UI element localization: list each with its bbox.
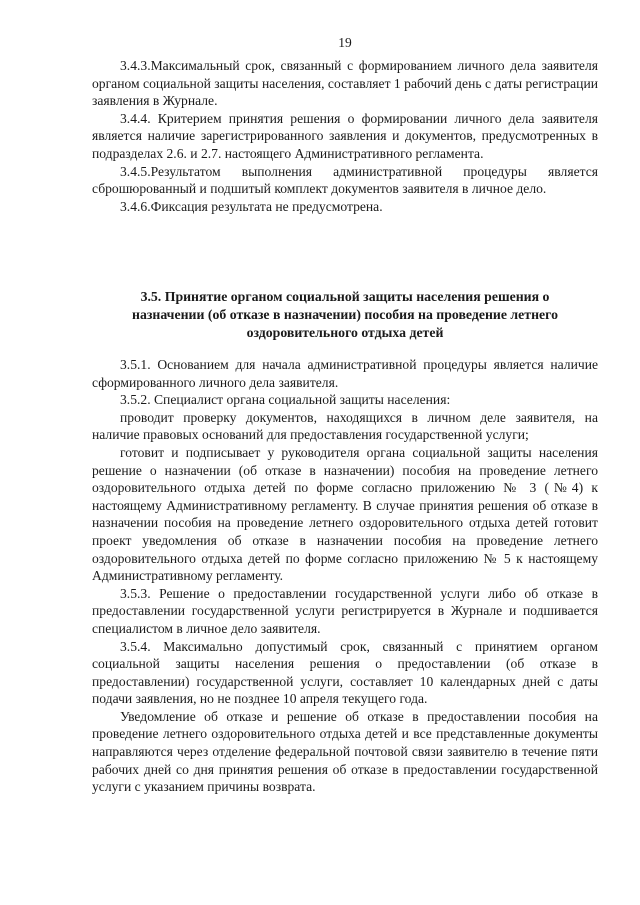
heading-line-3: оздоровительного отдыха детей bbox=[246, 325, 444, 340]
paragraph-3-4-4: 3.4.4. Критерием принятия решения о формировании личного дела заявителя является наличие зарегистрированного заявления и документов, предусмотренных в подразделах 2.6. и 2.7. настоящего Административного регламента. bbox=[92, 110, 598, 161]
section-heading-3-5 bbox=[92, 288, 598, 342]
paragraph-3-5-3: 3.5.3. Решение о предоставлении государственной услуги либо об отказе в предоставлении государственной услуги регистрируется в Журнале и подшивается специалистом в личное дело заявителя. bbox=[92, 585, 598, 636]
paragraph-check-documents: проводит проверку документов, находящихся в личном деле заявителя, на наличие правовых оснований для предоставления государственной услуги; bbox=[92, 409, 598, 443]
section-3-5-paragraphs bbox=[92, 356, 598, 796]
paragraph-3-5-2: 3.5.2. Специалист органа социальной защиты населения: bbox=[120, 392, 451, 408]
paragraph-3-4-6: 3.4.6.Фиксация результата не предусмотрена. bbox=[120, 198, 383, 214]
page-number: 19 bbox=[338, 35, 352, 50]
heading-line-2: назначении (об отказе в назначении) пособия на проведение летнего bbox=[132, 307, 558, 322]
heading-line-1: 3.5. Принятие органом социальной защиты населения решения о bbox=[140, 289, 550, 304]
section-3-4-paragraphs bbox=[92, 57, 598, 215]
paragraph-prepare-decision: готовит и подписывает у руководителя органа социальной защиты населения решение о назначении (об отказе в назначении) пособия на проведение летнего оздоровительного отдыха детей по форме согласно приложению № 3 (№4) к настоящему Административному регламенту. В случае принятия решения об отказе в назначении пособия на проведение летнего оздоровительного отдыха детей готовит проект уведомления об отказе в назначении пособия на проведение летнего оздоровительного отдыха детей по форме согласно приложению № 5 к настоящему Административному регламенту. bbox=[92, 444, 598, 584]
paragraph-3-4-3: 3.4.3.Максимальный срок, связанный с формированием личного дела заявителя органом социальной защиты населения, составляет 1 рабочий день с даты регистрации заявления в Журнале. bbox=[92, 58, 598, 109]
paragraph-3-5-1: 3.5.1. Основанием для начала административной процедуры является наличие сформированного личного дела заявителя. bbox=[92, 357, 598, 390]
paragraph-3-5-4: 3.5.4. Максимально допустимый срок, связанный с принятием органом социальной защиты населения решения о предоставлении (об отказе в предоставлении) государственной услуги, составляет 10 календарных дней с даты подачи заявления, но не позднее 10 апреля текущего года. bbox=[92, 638, 598, 707]
paragraph-3-4-5: 3.4.5.Результатом выполнения административной процедуры является сброшюрованный и подшитый комплект документов заявителя в личное дело. bbox=[92, 163, 598, 197]
paragraph-refusal-notice: Уведомление об отказе и решение об отказе в предоставлении пособия на проведение летнего оздоровительного отдыха детей и все представленные документы направляются через отделение федеральной почтовой связи заявителю в течение пяти рабочих дней со дня принятия решения об отказе в предоставлении государственной услуги с указанием причины возврата. bbox=[92, 708, 598, 795]
